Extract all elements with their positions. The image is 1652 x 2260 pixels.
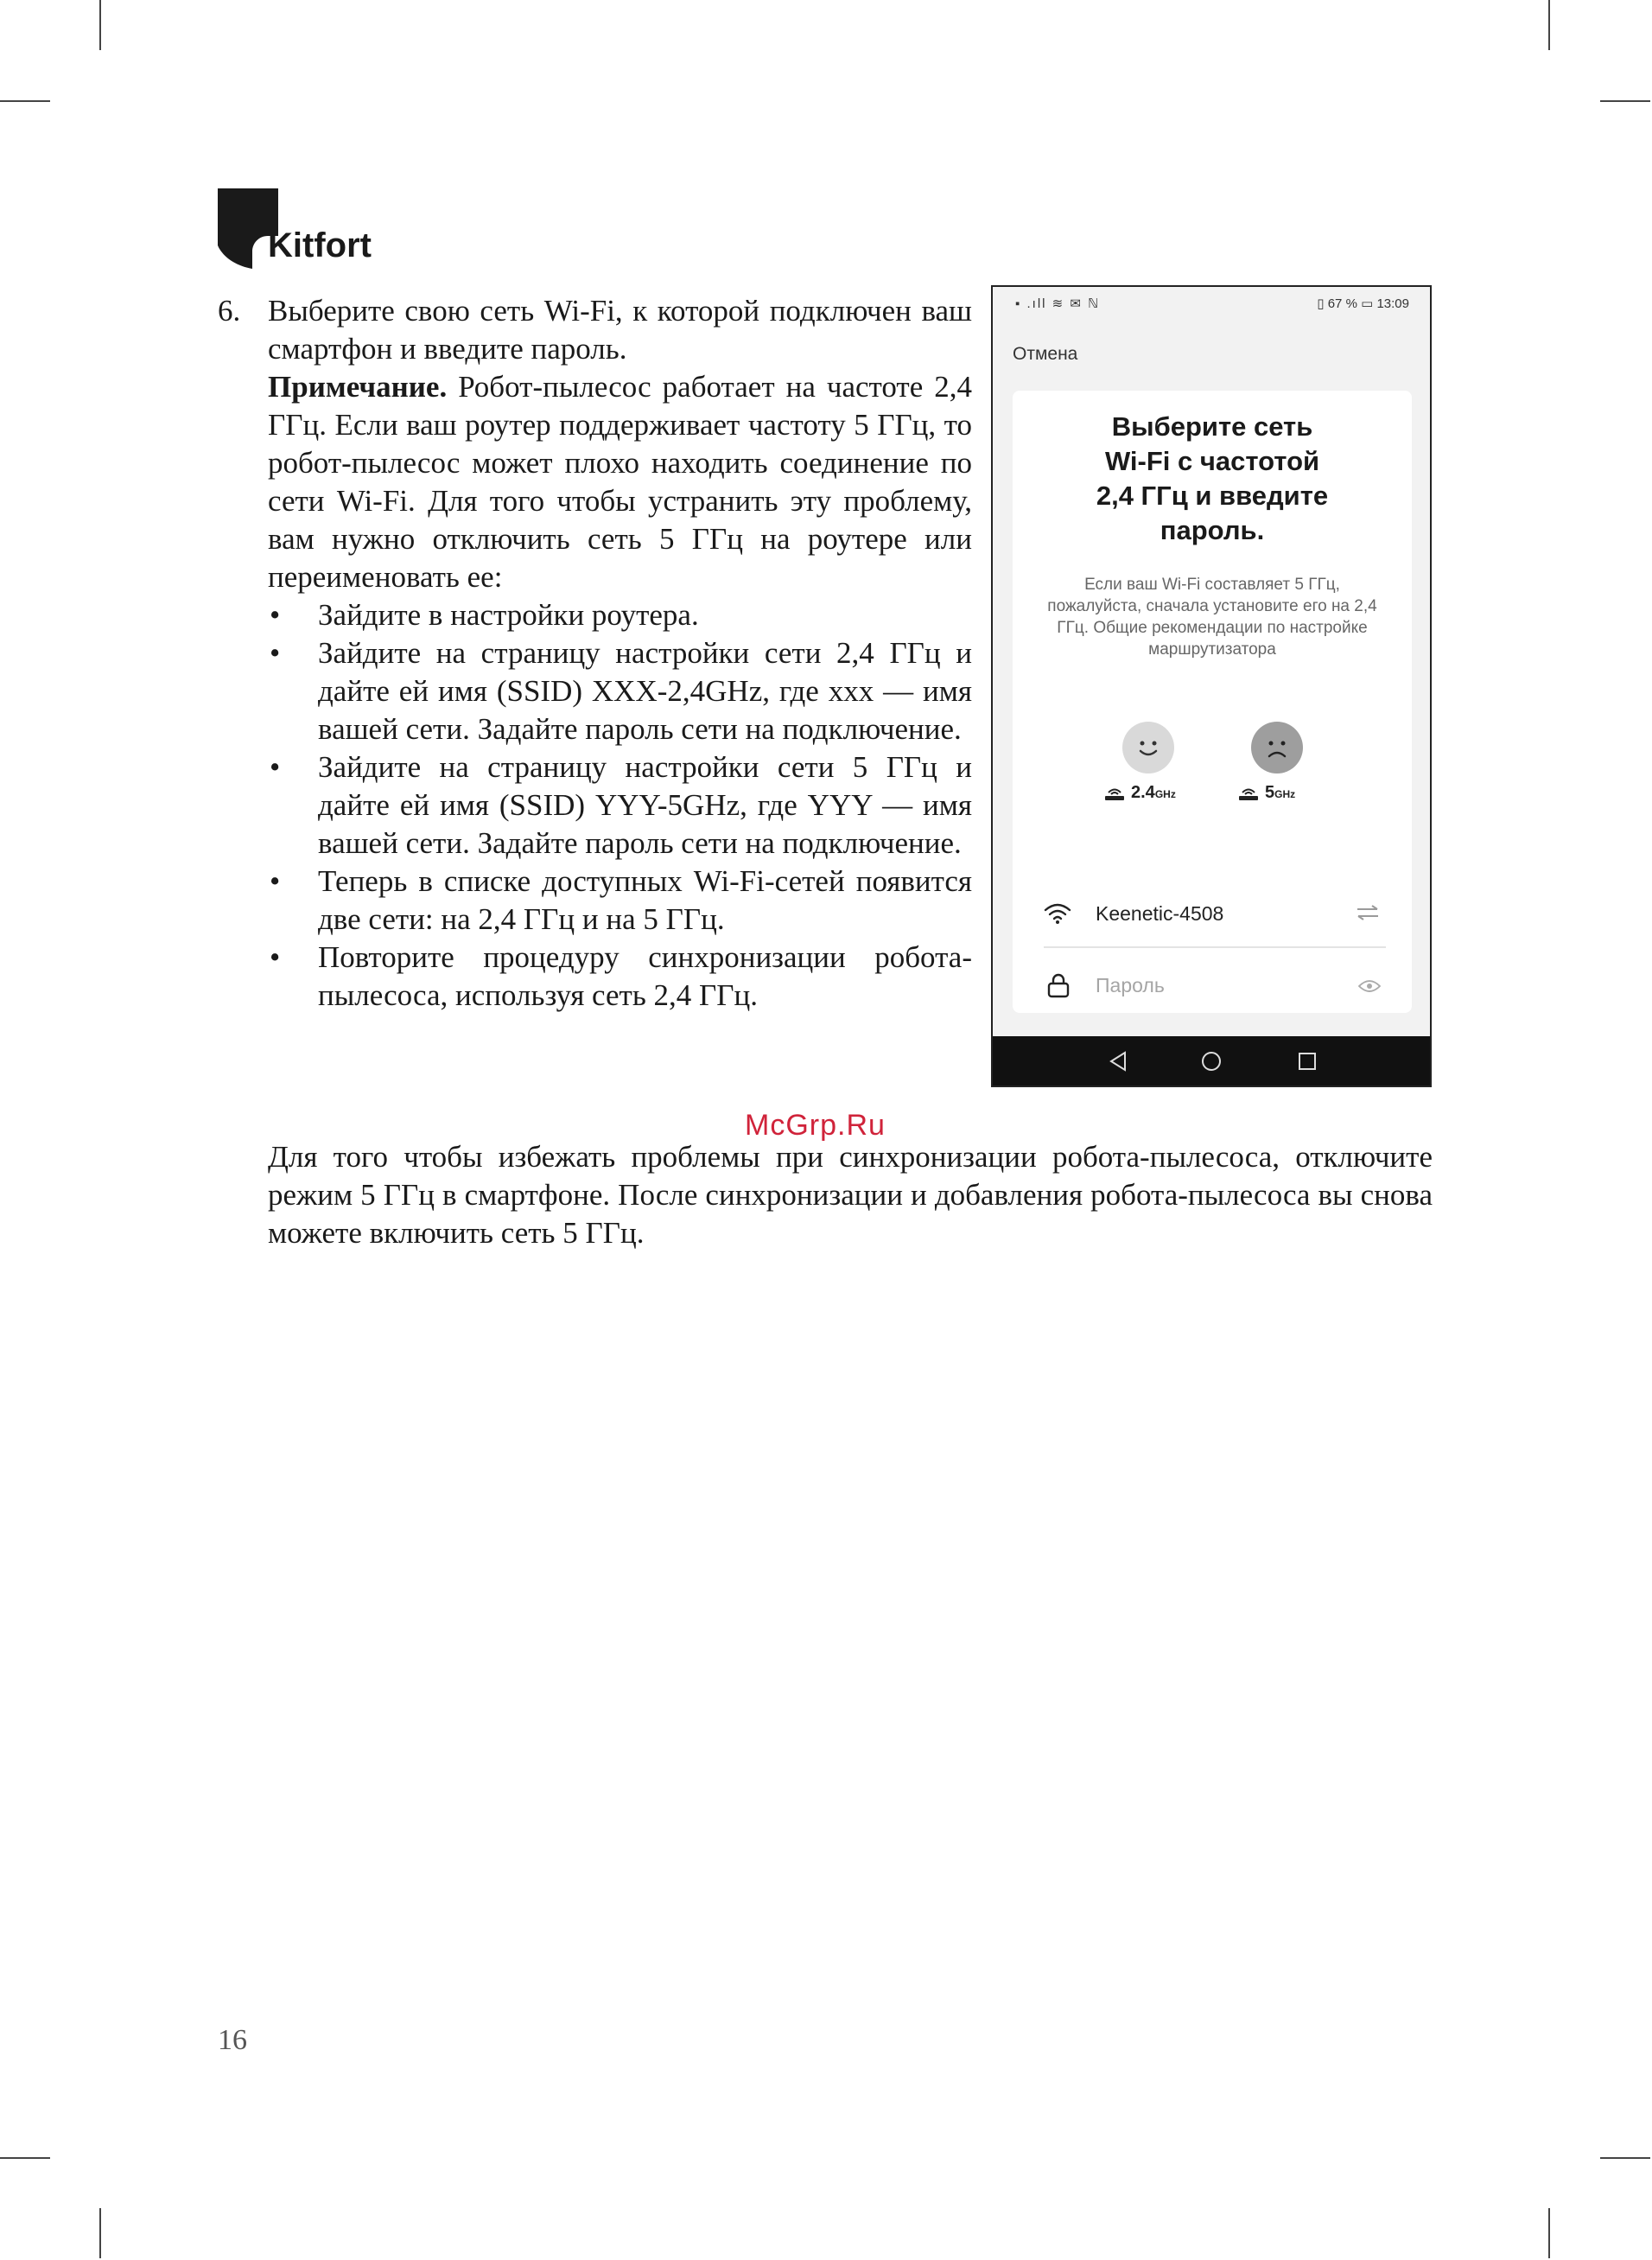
lock-icon bbox=[1047, 972, 1070, 998]
wifi-icon bbox=[1044, 902, 1071, 925]
happy-face-icon bbox=[1122, 722, 1174, 773]
crop-mark bbox=[0, 2157, 50, 2159]
cancel-button[interactable]: Отмена bbox=[1013, 344, 1078, 364]
network-selector[interactable] bbox=[1044, 892, 1386, 935]
clock: 13:09 bbox=[1376, 296, 1409, 311]
sad-face-icon bbox=[1251, 722, 1303, 773]
band-2-4ghz: 2.4GHz bbox=[1103, 783, 1176, 803]
list-item: • Зайдите в настройки роутера. bbox=[268, 596, 972, 634]
list-item: • Теперь в списке доступных Wi-Fi-сетей появится две сети: на 2,4 ГГц и на 5 ГГц. bbox=[268, 863, 972, 939]
swap-icon[interactable] bbox=[1355, 904, 1381, 921]
status-icons: ▪ .ıll ≋ ✉ ℕ bbox=[1015, 296, 1101, 311]
bullet-text: Зайдите на страницу настройки сети 2,4 ГГц и дайте ей имя (SSID) XXX-2,4GHz, где xxx — имя вашей сети. Задайте пароль сети на подключение. bbox=[318, 636, 972, 746]
card-title: Выберите сеть Wi-Fi с частотой 2,4 ГГц и введите пароль. bbox=[1096, 411, 1329, 545]
brand-name: Kitfort bbox=[268, 226, 372, 264]
crop-mark bbox=[1600, 2157, 1650, 2159]
step-body bbox=[268, 292, 972, 1015]
bullet-text: Зайдите в настройки роутера. bbox=[318, 598, 699, 632]
list-item: • Зайдите на страницу настройки сети 2,4 ГГц и дайте ей имя (SSID) XXX-2,4GHz, где xxx — имя вашей сети. Задайте пароль сети на подключение. bbox=[268, 634, 972, 748]
status-right bbox=[1317, 296, 1409, 311]
page-number: 16 bbox=[218, 2024, 247, 2056]
crop-mark bbox=[99, 2208, 101, 2258]
step-text: Выберите свою сеть Wi-Fi, к которой подключен ваш смартфон и введите пароль. bbox=[268, 294, 972, 366]
watermark: McGrp.Ru bbox=[745, 1109, 886, 1142]
bullet-list bbox=[268, 596, 972, 1015]
step-6 bbox=[218, 292, 972, 1015]
bullet-text: Повторите процедуру синхронизации робота-пылесоса, используя сеть 2,4 ГГц. bbox=[318, 940, 972, 1012]
password-row bbox=[1044, 965, 1386, 1009]
crop-mark bbox=[0, 100, 50, 102]
crop-mark bbox=[1548, 2208, 1550, 2258]
status-bar bbox=[993, 287, 1430, 321]
android-nav-bar bbox=[993, 1036, 1430, 1085]
bullet-text: Теперь в списке доступных Wi-Fi-сетей появится две сети: на 2,4 ГГц и на 5 ГГц. bbox=[318, 864, 972, 936]
list-item: • Повторите процедуру синхронизации робота-пылесоса, используя сеть 2,4 ГГц. bbox=[268, 939, 972, 1015]
card-subtitle: Если ваш Wi-Fi составляет 5 ГГц, пожалуйста, сначала установите его на 2,4 ГГц. Общие рекомендации по настройке маршрутизатора bbox=[1047, 576, 1377, 659]
list-item: • Зайдите на страницу настройки сети 5 ГГц и дайте ей имя (SSID) YYY-5GHz, где YYY — имя вашей сети. Задайте пароль сети на подключение. bbox=[268, 748, 972, 863]
instruction-column bbox=[218, 292, 972, 1015]
home-icon[interactable] bbox=[1200, 1050, 1223, 1073]
eye-icon[interactable] bbox=[1358, 979, 1381, 993]
router-icon bbox=[1103, 786, 1126, 801]
phone-screenshot bbox=[991, 285, 1432, 1087]
step-number: 6. bbox=[218, 294, 241, 328]
crop-mark bbox=[1548, 0, 1550, 50]
bullet-text: Зайдите на страницу настройки сети 5 ГГц и дайте ей имя (SSID) YYY-5GHz, где YYY — имя вашей сети. Задайте пароль сети на подключение. bbox=[318, 750, 972, 860]
back-icon[interactable] bbox=[1108, 1050, 1128, 1073]
crop-mark bbox=[99, 0, 101, 50]
note-label: Примечание. bbox=[268, 370, 448, 404]
note-text: Робот-пылесос работает на частоте 2,4 ГГц. Если ваш роутер поддерживает частоту 5 ГГц, то робот-пылесос может плохо находить соединение по сети Wi-Fi. Для того чтобы устранить эту проблему, вам нужно отключить сеть 5 ГГц на роутере или переименовать ее: bbox=[268, 370, 972, 594]
recents-icon[interactable] bbox=[1297, 1050, 1318, 1073]
wifi-setup-card bbox=[1013, 391, 1412, 1013]
password-input[interactable] bbox=[1094, 971, 1339, 1000]
divider bbox=[1044, 946, 1386, 948]
network-name: Keenetic-4508 bbox=[1096, 902, 1224, 925]
battery-icon: ▭ bbox=[1361, 296, 1374, 311]
router-icon bbox=[1237, 786, 1260, 801]
note-paragraph bbox=[268, 368, 972, 596]
band-5ghz: 5GHz bbox=[1237, 783, 1295, 803]
crop-mark bbox=[1600, 100, 1650, 102]
vibrate-icon: ▯ bbox=[1317, 296, 1325, 311]
battery-percent: 67 % bbox=[1327, 296, 1357, 311]
closing-paragraph: Для того чтобы избежать проблемы при синхронизации робота-пылесоса, отключите режим 5 ГГц в смартфоне. После синхронизации и добавления робота-пылесоса вы снова можете включить сеть 5 ГГц. bbox=[268, 1140, 1433, 1250]
